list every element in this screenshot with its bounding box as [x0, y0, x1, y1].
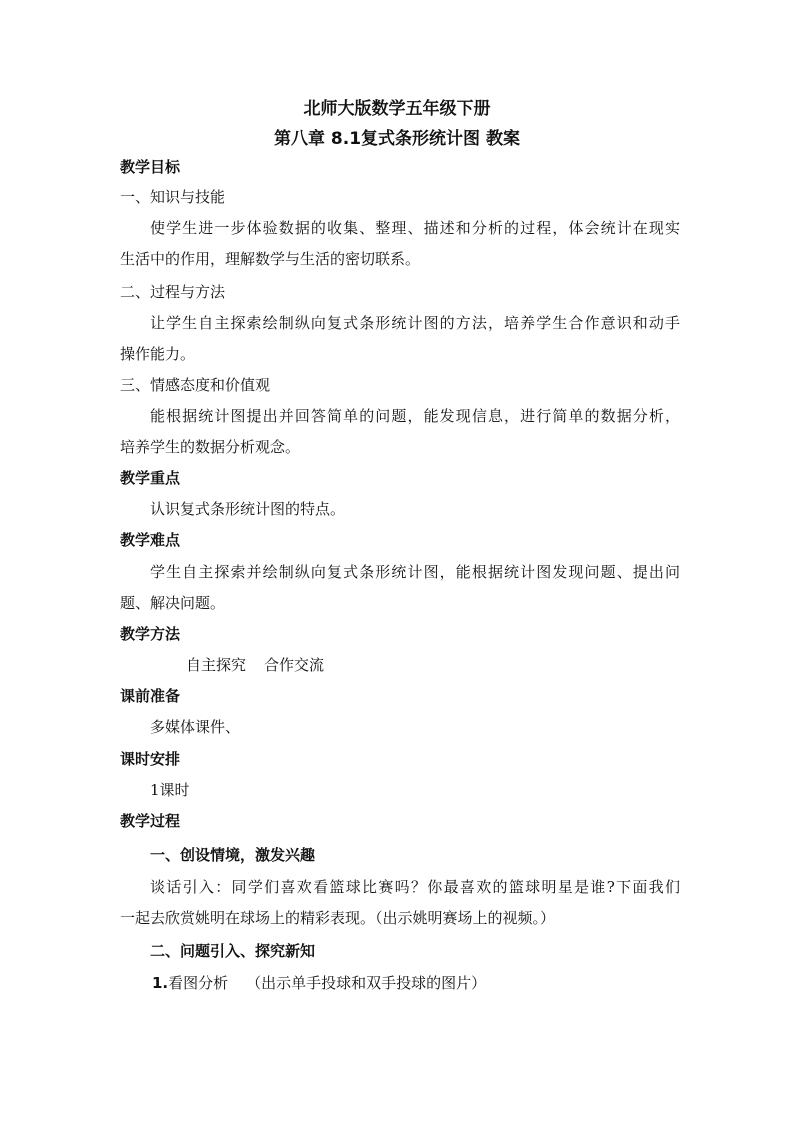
step1-text-line2: 一起去欣赏姚明在球场上的精彩表现。（出示姚明赛场上的视频。） [120, 909, 556, 927]
document-subtitle: 第八章 8.1复式条形统计图 教案 [274, 129, 520, 149]
document-title: 北师大版数学五年级下册 [303, 99, 491, 119]
goal2-text-line2: 操作能力。 [120, 345, 196, 363]
section-heading-method: 教学方法 [120, 625, 181, 643]
section-heading-key: 教学重点 [120, 469, 181, 487]
goal1-text-line2: 生活中的作用，理解数学与生活的密切联系。 [120, 250, 421, 268]
section-heading-schedule: 课时安排 [120, 750, 181, 768]
method-text [186, 655, 680, 675]
section-heading-process: 教学过程 [120, 812, 181, 830]
goal3-heading: 三、情感态度和价值观 [120, 376, 271, 394]
step2-heading: 二、问题引入、探究新知 [150, 942, 316, 960]
prep-text: 多媒体课件、 [150, 718, 241, 736]
key-text: 认识复式条形统计图的特点。 [150, 500, 346, 518]
method-text-a: 自主探究 [186, 656, 247, 674]
section-heading-difficulty: 教学难点 [120, 531, 181, 549]
step2-item-note: （出示单手投球和双手投球的图片） [246, 974, 487, 992]
goal1-heading: 一、知识与技能 [120, 188, 226, 206]
method-text-b: 合作交流 [264, 656, 325, 674]
difficulty-text-line1: 学生自主探索并绘制纵向复式条形统计图，能根据统计图发现问题、提出问 [150, 563, 680, 581]
step2-item [152, 973, 680, 993]
step1-heading: 一、创设情境，激发兴趣 [150, 846, 316, 864]
step2-item-label: 看图分析 [168, 974, 229, 992]
difficulty-text-line2: 题、解决问题。 [120, 594, 226, 612]
goal2-text-line1: 让学生自主探索绘制纵向复式条形统计图的方法，培养学生合作意识和动手 [150, 314, 680, 332]
goal2-heading: 二、过程与方法 [120, 283, 226, 301]
goal3-text-line2: 培养学生的数据分析观念。 [120, 438, 301, 456]
section-heading-goals: 教学目标 [120, 158, 181, 176]
goal1-text-line1: 使学生进一步体验数据的收集、整理、描述和分析的过程，体会统计在现实 [150, 219, 680, 237]
step2-item-number: 1. [152, 974, 169, 992]
section-heading-prep: 课前准备 [120, 687, 181, 705]
schedule-text: 1课时 [150, 781, 190, 799]
goal3-text-line1: 能根据统计图提出并回答简单的问题，能发现信息，进行简单的数据分析， [150, 407, 680, 425]
step1-text-line1: 谈话引入：同学们喜欢看篮球比赛吗？你最喜欢的篮球明星是谁?下面我们 [150, 878, 680, 896]
